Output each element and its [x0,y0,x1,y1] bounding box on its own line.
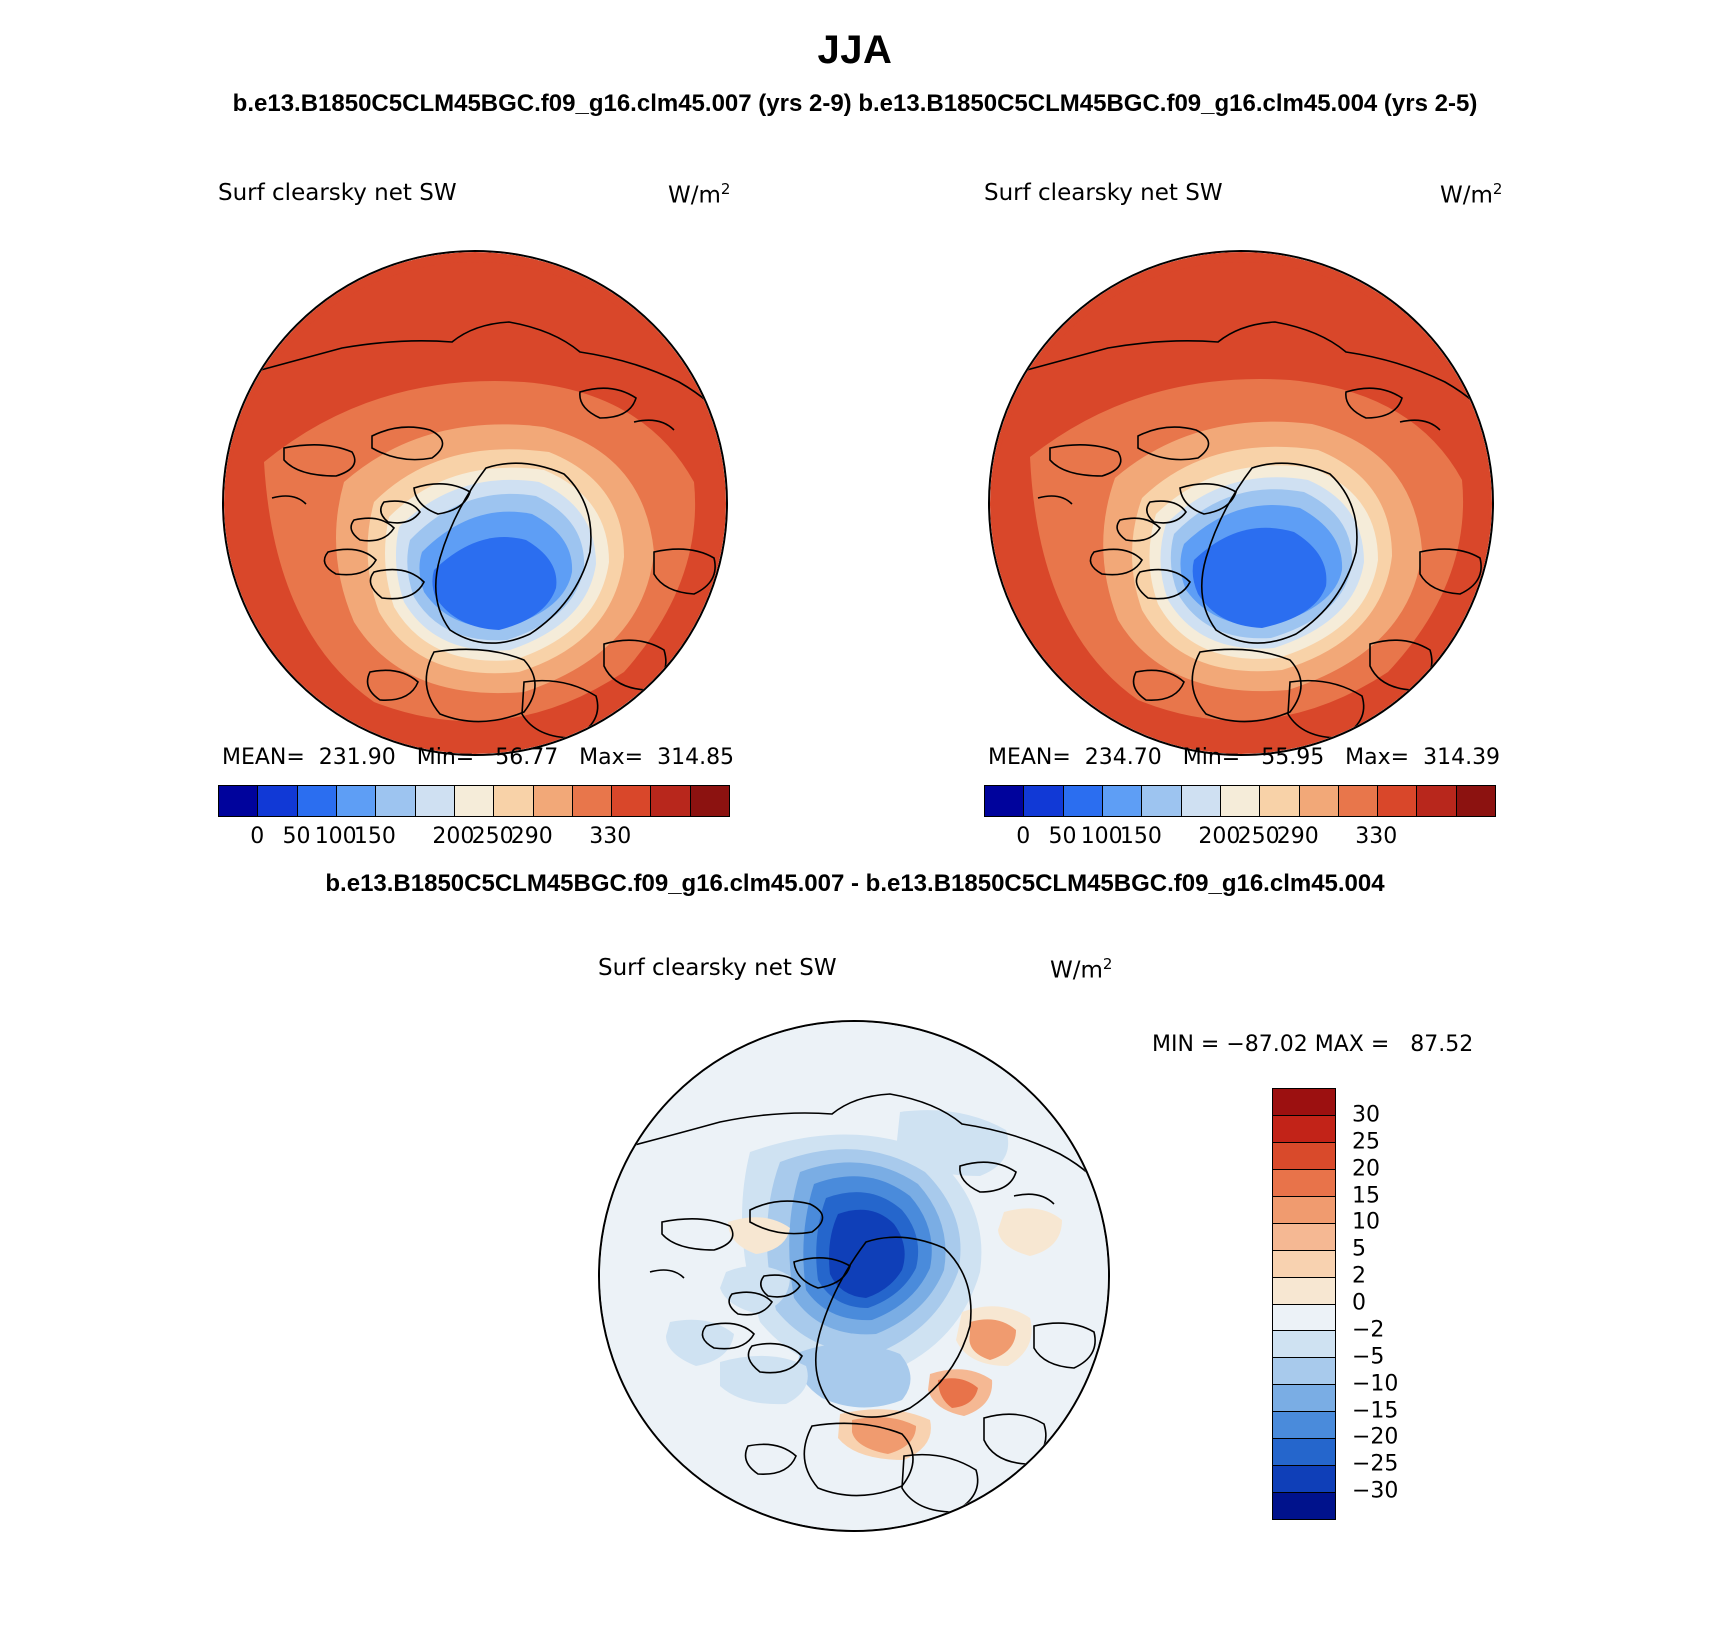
colorbar-tick: 0 [250,824,265,849]
colorbar-cell [337,786,376,816]
panel-diff-map [598,1020,1110,1532]
colorbar-cell [1142,786,1181,816]
colorbar-cell [1260,786,1299,816]
panel-right-colorbar [984,785,1496,817]
colorbar-tick: 0 [1016,824,1031,849]
panel-left-map [222,250,728,756]
colorbar-cell [416,786,455,816]
diff-subtitle: b.e13.B1850C5CLM45BGC.f09_g16.clm45.007 - b.e13.B1850C5CLM45BGC.f09_g16.clm45.004 [325,870,1385,897]
panel-right-map-svg [990,252,1492,754]
colorbar-tick: −10 [1352,1371,1399,1397]
colorbar-cell [494,786,533,816]
colorbar-cell [534,786,573,816]
colorbar-tick: −5 [1352,1344,1385,1370]
colorbar-tick: 2 [1352,1263,1366,1289]
colorbar-cell [1273,1197,1335,1224]
colorbar-tick: 330 [1355,824,1398,849]
colorbar-tick: 100 [1080,824,1123,849]
colorbar-cell [1221,786,1260,816]
panel-right-units-text: W/m [1440,182,1493,209]
colorbar-cell [1300,786,1339,816]
colorbar-tick: 0 [1352,1290,1366,1316]
colorbar-cell [612,786,651,816]
colorbar-cell [1273,1305,1335,1332]
colorbar-tick: 200 [1198,824,1241,849]
panel-right-variable-label: Surf clearsky net SW [984,180,1223,206]
colorbar-tick: 30 [1352,1102,1380,1128]
colorbar-tick: 250 [471,824,514,849]
colorbar-tick: 15 [1352,1183,1380,1208]
colorbar-tick: 50 [1048,824,1077,849]
colorbar-cell [1378,786,1417,816]
colorbar-tick: 290 [510,824,553,849]
colorbar-cell [1024,786,1063,816]
colorbar-cell [573,786,612,816]
colorbar-cell [1273,1493,1335,1519]
colorbar-cell [1273,1251,1335,1278]
colorbar-cell [1273,1089,1335,1116]
panel-left-units-text: W/m [668,182,721,209]
colorbar-cell [1339,786,1378,816]
panel-right-map [988,250,1494,756]
colorbar-tick: 330 [589,824,632,849]
colorbar-tick: 20 [1352,1156,1380,1182]
panel-right-colorbar-ticks [984,824,1494,854]
colorbar-cell [258,786,297,816]
page-title: JJA [817,28,893,72]
panel-diff-units-text: W/m [1050,957,1103,984]
colorbar-tick: 150 [353,824,396,849]
colorbar-cell [1457,786,1495,816]
colorbar-cell [651,786,690,816]
panel-diff-units-exponent: 2 [1102,955,1113,973]
colorbar-cell [298,786,337,816]
colorbar-cell [691,786,729,816]
panel-left-colorbar-ticks [218,824,728,854]
panel-diff-colorbar [1272,1088,1336,1520]
colorbar-cell [1273,1331,1335,1358]
colorbar-cell [1273,1385,1335,1412]
colorbar-tick: 290 [1276,824,1319,849]
colorbar-tick: 25 [1352,1129,1380,1155]
case-subtitle: b.e13.B1850C5CLM45BGC.f09_g16.clm45.007 (yrs 2-9) b.e13.B1850C5CLM45BGC.f09_g16.clm45.004 (yrs 2-5) [232,90,1478,117]
panel-diff-map-svg [600,1022,1108,1530]
panel-left-map-svg [224,252,726,754]
colorbar-cell [1417,786,1456,816]
colorbar-cell [1064,786,1103,816]
panel-diff-variable-label: Surf clearsky net SW [598,955,837,981]
colorbar-cell [1273,1412,1335,1439]
colorbar-tick: 50 [282,824,311,849]
panel-left-colorbar [218,785,730,817]
colorbar-tick: −30 [1352,1478,1399,1504]
panel-left-stats: MEAN= 231.90 Min= 56.77 Max= 314.85 [222,745,735,770]
panel-left-units-exponent: 2 [720,180,731,198]
colorbar-tick: 250 [1237,824,1280,849]
colorbar-cell [1273,1116,1335,1143]
panel-left-variable-label: Surf clearsky net SW [218,180,457,206]
colorbar-cell [1273,1466,1335,1493]
colorbar-tick: −20 [1352,1424,1399,1450]
colorbar-tick: 200 [432,824,475,849]
colorbar-cell [1273,1143,1335,1170]
colorbar-cell [1273,1439,1335,1466]
colorbar-cell [1273,1170,1335,1197]
colorbar-tick: −15 [1352,1398,1399,1423]
colorbar-tick: 10 [1352,1209,1380,1235]
colorbar-cell [376,786,415,816]
colorbar-cell [1273,1358,1335,1385]
colorbar-cell [1273,1278,1335,1305]
colorbar-cell [985,786,1024,816]
panel-left-units-label [668,180,730,209]
panel-right-units-exponent: 2 [1492,180,1503,198]
colorbar-tick: 5 [1352,1236,1366,1262]
panel-diff-minmax: MIN = −87.02 MAX = 87.52 [1152,1032,1474,1057]
panel-right-units-label [1440,180,1502,209]
colorbar-cell [1182,786,1221,816]
colorbar-cell [1273,1224,1335,1251]
colorbar-tick: −25 [1352,1451,1399,1477]
colorbar-tick: −2 [1352,1317,1385,1343]
panel-right-stats: MEAN= 234.70 Min= 55.95 Max= 314.39 [988,745,1501,770]
colorbar-cell [455,786,494,816]
panel-diff-units-label [1050,955,1112,984]
colorbar-tick: 150 [1119,824,1162,849]
colorbar-tick: 100 [314,824,357,849]
colorbar-cell [1103,786,1142,816]
colorbar-cell [219,786,258,816]
